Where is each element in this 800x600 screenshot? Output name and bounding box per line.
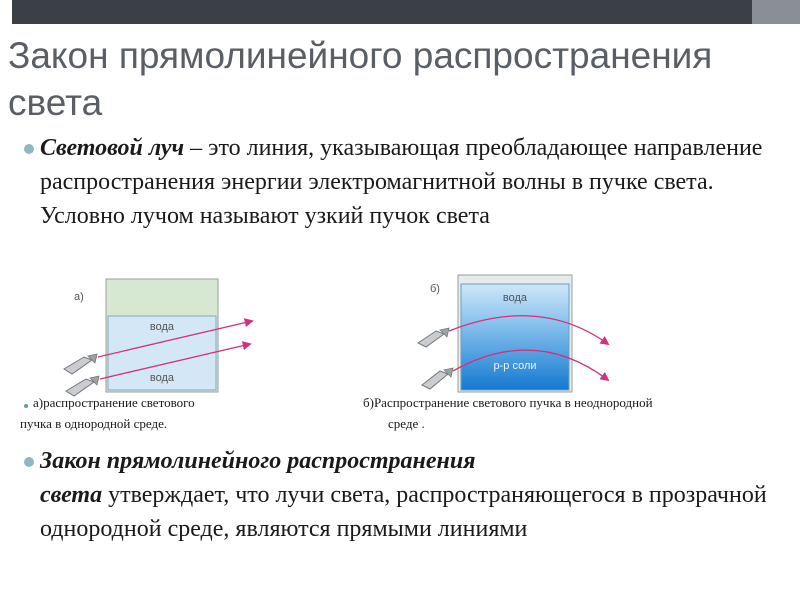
figure-a (64, 279, 252, 396)
figure-b (418, 275, 608, 392)
term-light-ray: Световой луч (40, 135, 185, 161)
figure-a-label: а) (74, 291, 84, 303)
figure-a-caption-line-1: а)распространение светового (33, 395, 195, 410)
figure-b-caption-line-1: б)Распространение светового пучка в неоднородной (363, 395, 653, 410)
law-text: утверждает, что лучи света, распространяющегося в прозрачной однородной среде, являются прямыми линиями (40, 482, 767, 542)
figure-b-caption-line-2: среде . (388, 416, 425, 431)
bullet-icon (24, 457, 34, 467)
figure-a-water-label-bottom: вода (149, 372, 175, 384)
figure-b-layer-label-top: вода (502, 292, 528, 304)
figure-a-caption-line-2: пучка в однородной среде. (20, 416, 168, 431)
law-term-line-2: света (40, 482, 103, 508)
flashlight-icon (64, 354, 97, 374)
figure-a-water-label-top: вода (149, 321, 175, 333)
caption-bullet-icon (24, 404, 28, 408)
law-term-line-1: Закон прямолинейного распространения (40, 448, 476, 474)
flashlight-icon (66, 376, 99, 396)
figure-b-layer-label-bottom: р-р соли (493, 360, 537, 372)
law-paragraph (40, 444, 790, 546)
slide-title: Закон прямолинейного распространения света (8, 35, 713, 123)
definition-text: – это линия, указывающая преобладающее направление распространения энергии электромагнитной волны в пучке света. Условно лучом называют узкий пучок света (40, 135, 763, 229)
figure-b-label: б) (430, 283, 440, 295)
flashlight-icon (422, 368, 453, 389)
flashlight-icon (418, 328, 449, 347)
